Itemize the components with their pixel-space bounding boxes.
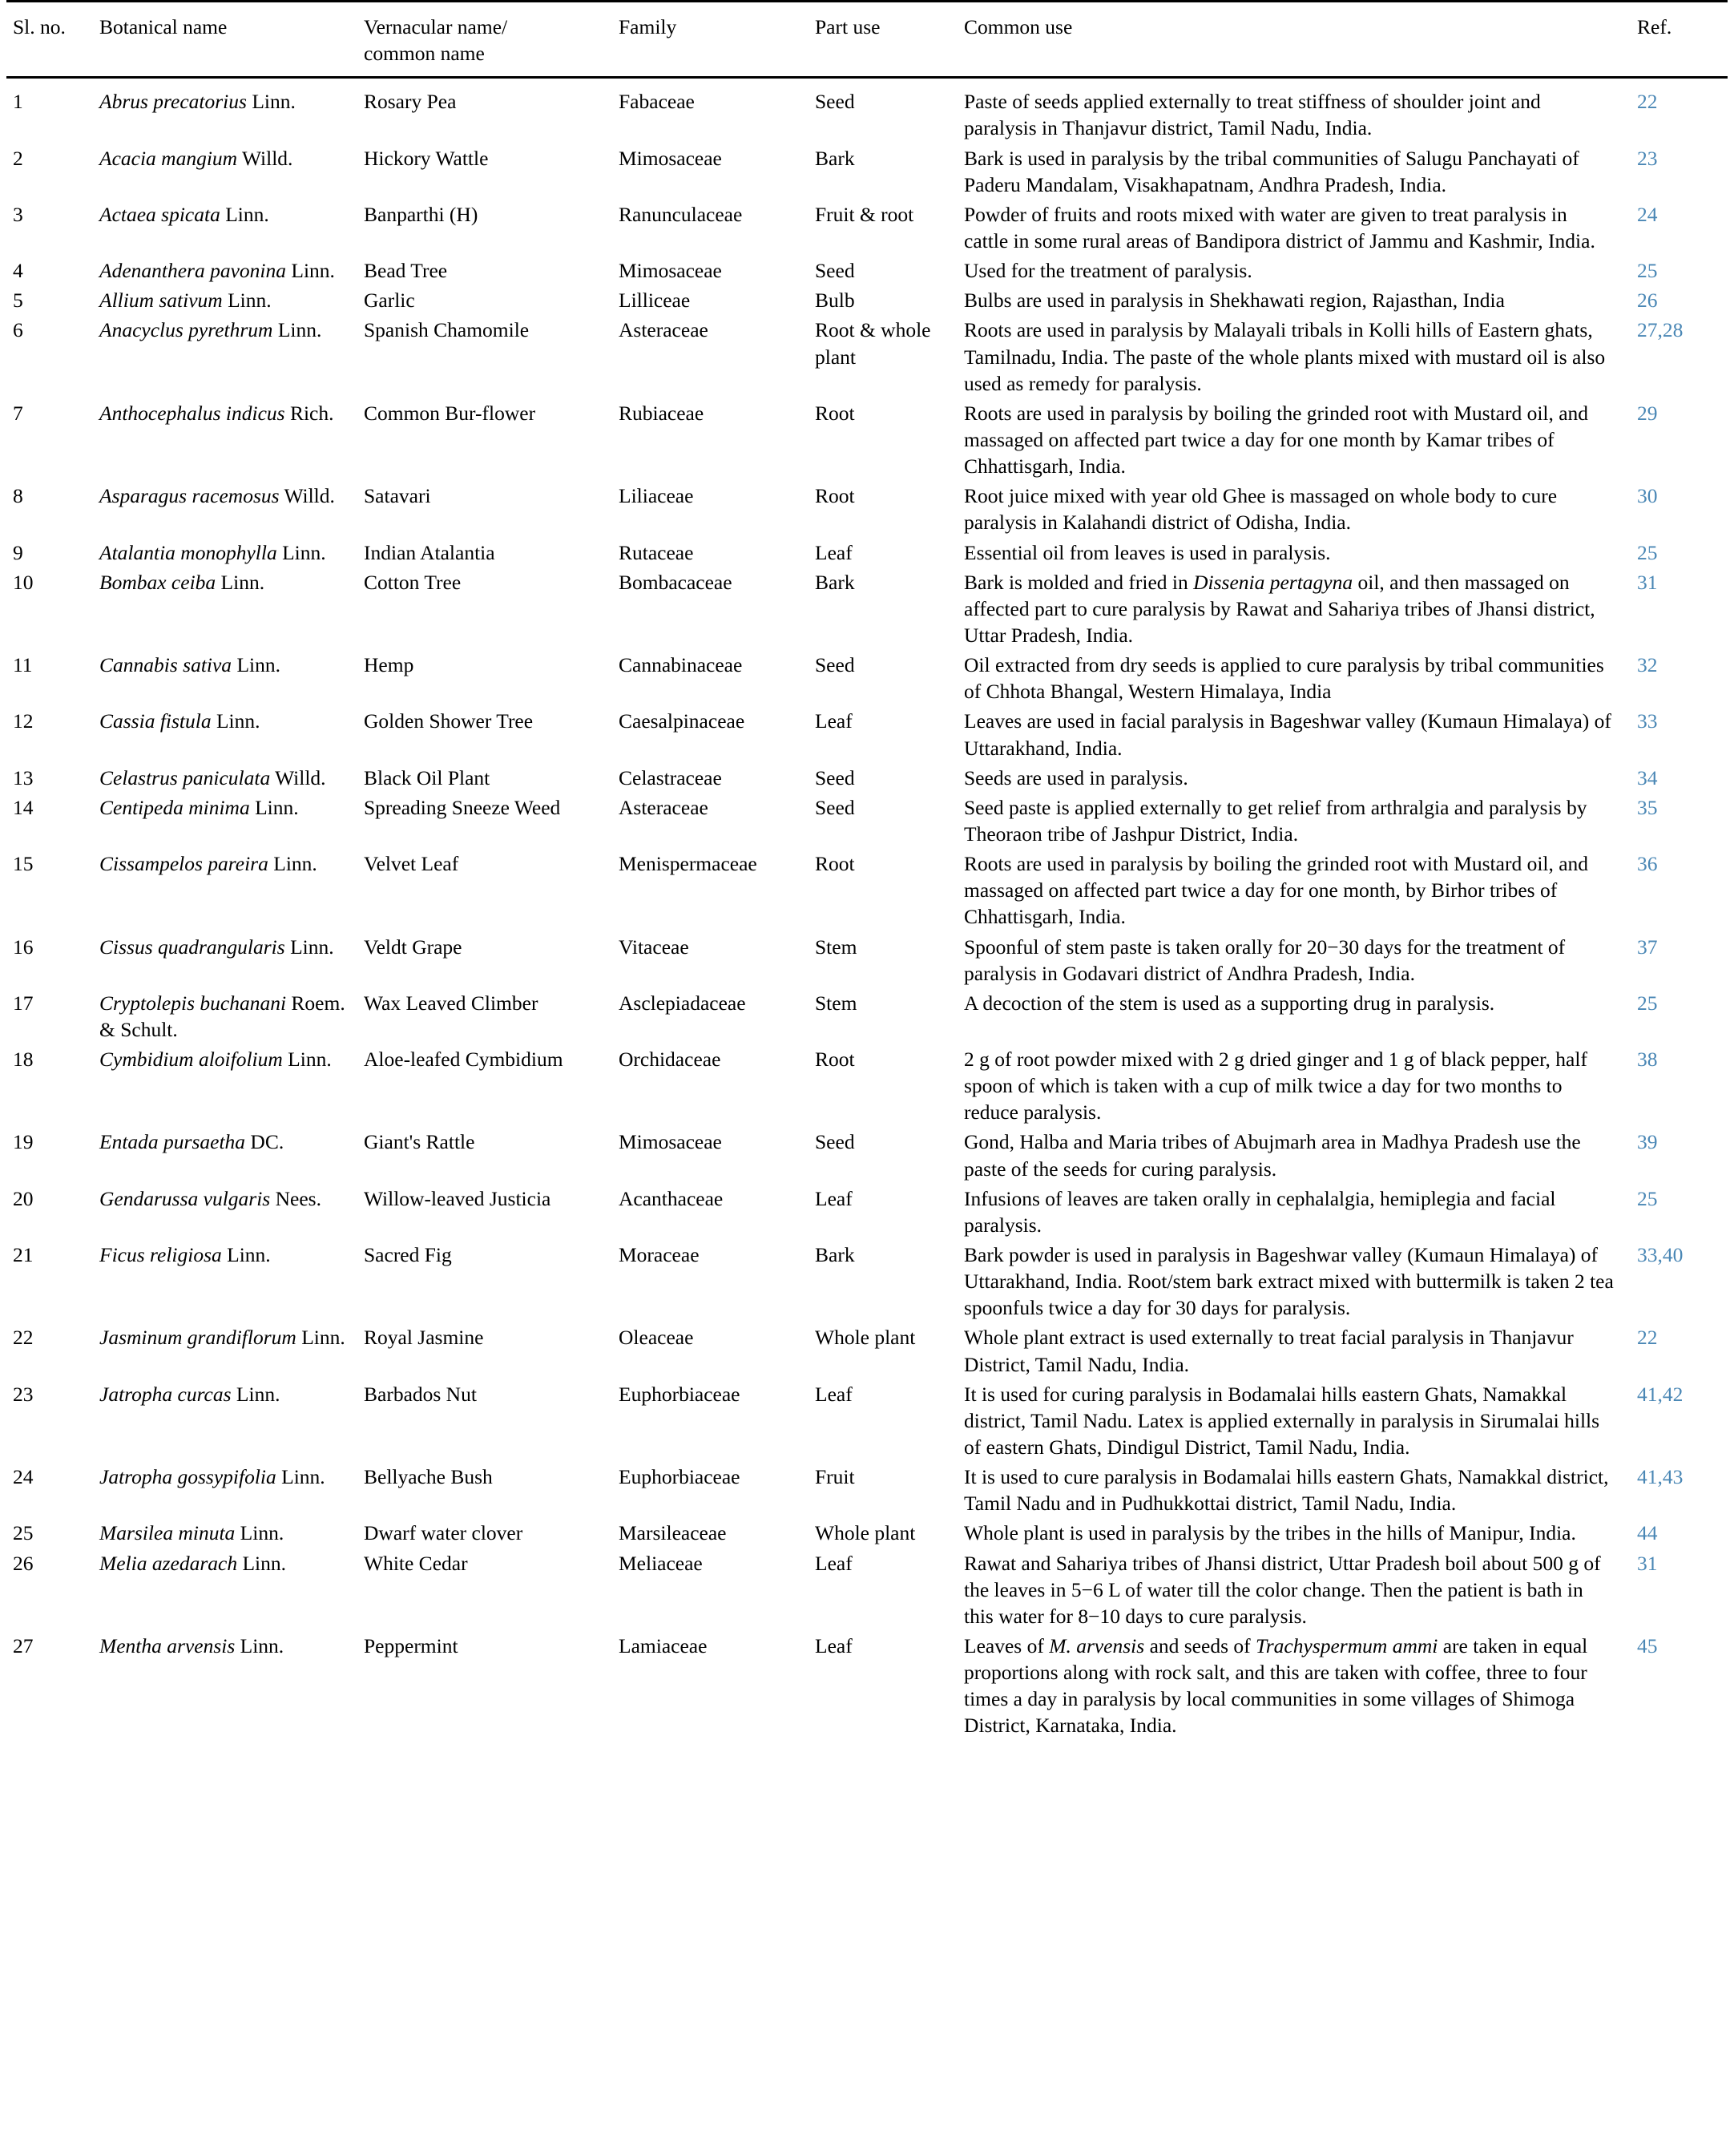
cell-vernacular-name: Golden Shower Tree bbox=[364, 709, 534, 733]
cell-part-use: Root bbox=[815, 1048, 855, 1072]
authority-name: Linn. bbox=[246, 90, 296, 114]
table-row bbox=[6, 201, 1728, 257]
table-row bbox=[6, 257, 1728, 287]
cell-reference: 36 bbox=[1637, 852, 1658, 876]
cell-part-use: Root & whole plant bbox=[815, 318, 931, 369]
cell-sl-no: 18 bbox=[13, 1048, 34, 1072]
cell-common-use: Root juice mixed with year old Ghee is massaged on whole body to cure paralysis in Kalahandi district of Odisha, India. bbox=[964, 484, 1558, 535]
cell-reference: 35 bbox=[1637, 795, 1658, 819]
cell-reference: 25 bbox=[1637, 991, 1658, 1015]
authority-name: Linn. bbox=[222, 289, 272, 313]
cell-family: Ranunculaceae bbox=[619, 202, 743, 226]
table-row bbox=[6, 400, 1728, 482]
cell-vernacular-name: Spanish Chamomile bbox=[364, 318, 530, 342]
cell-reference: 32 bbox=[1637, 653, 1658, 677]
cell-sl-no: 10 bbox=[13, 570, 34, 594]
cell-vernacular-name: Indian Atalantia bbox=[364, 540, 495, 564]
cell-botanical-name bbox=[99, 1464, 364, 1520]
cell-common-use: Roots are used in paralysis by boiling the grinded root with Mustard oil, and massaged on affected part twice a day for one month by Kamar tribes of Chhattisgarh, India. bbox=[964, 401, 1589, 478]
cell-family: Asclepiadaceae bbox=[619, 991, 746, 1015]
cell-part-use: Bark bbox=[815, 570, 855, 594]
column-header-vernacular-name bbox=[364, 2, 619, 78]
cell-vernacular-name: Rosary Pea bbox=[364, 90, 457, 114]
cell-family: Euphorbiaceae bbox=[619, 1382, 740, 1406]
table-row bbox=[6, 1520, 1728, 1549]
cell-vernacular-name: Black Oil Plant bbox=[364, 765, 490, 789]
cell-family: Cannabinaceae bbox=[619, 653, 743, 677]
cell-botanical-name bbox=[99, 934, 364, 990]
cell-family: Asteraceae bbox=[619, 795, 708, 819]
cell-reference: 33,40 bbox=[1637, 1243, 1684, 1267]
cell-reference: 37 bbox=[1637, 935, 1658, 959]
cell-part-use: Stem bbox=[815, 935, 857, 959]
table-row bbox=[6, 1128, 1728, 1185]
cell-reference: 25 bbox=[1637, 1186, 1658, 1210]
cell-botanical-name bbox=[99, 287, 364, 317]
authority-name: Willd. bbox=[279, 484, 335, 508]
column-header-family: Family bbox=[619, 2, 815, 78]
cell-botanical-name bbox=[99, 78, 364, 145]
cell-part-use: Seed bbox=[815, 653, 855, 677]
cell-vernacular-name: Wax Leaved Climber bbox=[364, 991, 538, 1015]
cell-vernacular-name: Dwarf water clover bbox=[364, 1521, 523, 1545]
species-epithet: Jatropha curcas bbox=[99, 1382, 232, 1406]
column-header-part-use: Part use bbox=[815, 2, 964, 78]
cell-part-use: Leaf bbox=[815, 540, 853, 564]
medicinal-plants-table bbox=[6, 0, 1728, 1742]
species-epithet: Cryptolepis buchanani bbox=[99, 991, 287, 1015]
authority-name: Linn. bbox=[235, 1521, 284, 1545]
species-epithet: Marsilea minuta bbox=[99, 1521, 236, 1545]
table-row bbox=[6, 317, 1728, 399]
cell-part-use: Root bbox=[815, 484, 855, 508]
cell-sl-no: 16 bbox=[13, 935, 34, 959]
table-row bbox=[6, 990, 1728, 1046]
column-header-common-use: Common use bbox=[964, 2, 1637, 78]
cell-botanical-name bbox=[99, 201, 364, 257]
inline-species-name: Dissenia pertagyna bbox=[1193, 570, 1353, 594]
cell-reference: 30 bbox=[1637, 484, 1658, 508]
authority-name: Linn. bbox=[235, 1634, 284, 1658]
cell-botanical-name bbox=[99, 317, 364, 399]
cell-common-use: Essential oil from leaves is used in paralysis. bbox=[964, 540, 1331, 564]
cell-family: Lilliceae bbox=[619, 289, 691, 313]
cell-sl-no: 26 bbox=[13, 1551, 34, 1575]
cell-part-use: Whole plant bbox=[815, 1521, 916, 1545]
cell-botanical-name bbox=[99, 482, 364, 539]
species-epithet: Anthocephalus indicus bbox=[99, 401, 285, 425]
cell-family: Fabaceae bbox=[619, 90, 695, 114]
cell-common-use: It is used to cure paralysis in Bodamalai hills eastern Ghats, Namakkal district, Tamil Nadu and in Pudhukkottai district, Tamil Nadu, India. bbox=[964, 1465, 1609, 1516]
cell-common-use: Used for the treatment of paralysis. bbox=[964, 259, 1252, 283]
cell-sl-no: 8 bbox=[13, 484, 23, 508]
table-row bbox=[6, 850, 1728, 933]
table-row bbox=[6, 652, 1728, 708]
species-epithet: Centipeda minima bbox=[99, 795, 250, 819]
cell-botanical-name bbox=[99, 145, 364, 201]
species-epithet: Ficus religiosa bbox=[99, 1243, 222, 1267]
cell-family: Rutaceae bbox=[619, 540, 694, 564]
cell-part-use: Whole plant bbox=[815, 1326, 916, 1350]
column-header-ref: Ref. bbox=[1637, 2, 1728, 78]
cell-part-use: Leaf bbox=[815, 1634, 853, 1658]
authority-name: Rich. bbox=[284, 401, 334, 425]
cell-sl-no: 9 bbox=[13, 540, 23, 564]
cell-common-use: Rawat and Sahariya tribes of Jhansi district, Uttar Pradesh boil about 500 g of the leaves in 5−6 L of water till the color change. Then the patient is bath in this water for 8−10 days to cure paralysis. bbox=[964, 1551, 1601, 1628]
cell-common-use: Gond, Halba and Maria tribes of Abujmarh area in Madhya Pradesh use the paste of the seeds for curing paralysis. bbox=[964, 1130, 1581, 1181]
cell-family: Meliaceae bbox=[619, 1551, 703, 1575]
authority-name: Linn. bbox=[296, 1326, 345, 1350]
cell-family: Bombacaceae bbox=[619, 570, 732, 594]
table-row bbox=[6, 1324, 1728, 1380]
authority-name: Linn. bbox=[276, 540, 326, 564]
cell-vernacular-name: Sacred Fig bbox=[364, 1243, 452, 1267]
cell-vernacular-name: Velvet Leaf bbox=[364, 852, 459, 876]
species-epithet: Melia azedarach bbox=[99, 1551, 238, 1575]
cell-vernacular-name: Satavari bbox=[364, 484, 431, 508]
species-epithet: Cissus quadrangularis bbox=[99, 935, 285, 959]
cell-reference: 39 bbox=[1637, 1130, 1658, 1154]
authority-name: Linn. bbox=[221, 1243, 271, 1267]
cell-part-use: Leaf bbox=[815, 709, 853, 733]
cell-common-use: Bark is used in paralysis by the tribal communities of Salugu Panchayati of Paderu Mandalam, Visakhapatnam, Andhra Pradesh, India. bbox=[964, 146, 1579, 196]
table-row bbox=[6, 1242, 1728, 1324]
cell-family: Marsileaceae bbox=[619, 1521, 727, 1545]
inline-species-name: M. arvensis bbox=[1049, 1634, 1145, 1658]
cell-sl-no: 23 bbox=[13, 1382, 34, 1406]
cell-family: Moraceae bbox=[619, 1243, 700, 1267]
cell-botanical-name bbox=[99, 1520, 364, 1549]
cell-botanical-name bbox=[99, 1633, 364, 1742]
table-row bbox=[6, 78, 1728, 145]
species-epithet: Asparagus racemosus bbox=[99, 484, 280, 508]
table-body bbox=[6, 78, 1728, 1742]
cell-sl-no: 4 bbox=[13, 259, 23, 283]
cell-reference: 22 bbox=[1637, 90, 1658, 114]
authority-name: Nees. bbox=[270, 1186, 321, 1210]
cell-reference: 31 bbox=[1637, 570, 1658, 594]
authority-name: Linn. bbox=[249, 795, 299, 819]
cell-sl-no: 14 bbox=[13, 795, 34, 819]
cell-vernacular-name: Bellyache Bush bbox=[364, 1465, 493, 1489]
cell-common-use: Seed paste is applied externally to get relief from arthralgia and paralysis by Theoraon tribe of Jashpur District, India. bbox=[964, 795, 1587, 846]
column-header-sl-no: Sl. no. bbox=[6, 2, 99, 78]
cell-vernacular-name: Aloe-leafed Cymbidium bbox=[364, 1048, 563, 1072]
table-header-row bbox=[6, 2, 1728, 78]
cell-botanical-name bbox=[99, 708, 364, 764]
cell-family: Lamiaceae bbox=[619, 1634, 708, 1658]
species-epithet: Entada pursaetha bbox=[99, 1130, 246, 1154]
cell-botanical-name bbox=[99, 400, 364, 482]
cell-reference: 34 bbox=[1637, 765, 1658, 789]
cell-vernacular-name: Hemp bbox=[364, 653, 414, 677]
cell-sl-no: 5 bbox=[13, 289, 23, 313]
cell-sl-no: 11 bbox=[13, 653, 33, 677]
table-row bbox=[6, 287, 1728, 317]
cell-sl-no: 22 bbox=[13, 1326, 34, 1350]
cell-common-use: Whole plant is used in paralysis by the tribes in the hills of Manipur, India. bbox=[964, 1521, 1576, 1545]
cell-common-use: Bark powder is used in paralysis in Bageshwar valley (Kumaun Himalaya) of Uttarakhand, India. Root/stem bark extract mixed with buttermilk is taken 2 tea spoonfuls twice a day for 30 days for paralysis. bbox=[964, 1243, 1614, 1320]
species-epithet: Cassia fistula bbox=[99, 709, 212, 733]
cell-sl-no: 20 bbox=[13, 1186, 34, 1210]
authority-name: Linn. bbox=[220, 202, 269, 226]
column-header-botanical-name: Botanical name bbox=[99, 2, 364, 78]
cell-common-use: 2 g of root powder mixed with 2 g dried ginger and 1 g of black pepper, half spoon of which is taken with a cup of milk twice a day for two months to reduce paralysis. bbox=[964, 1048, 1587, 1124]
authority-name: Linn. bbox=[216, 570, 265, 594]
cell-vernacular-name: Peppermint bbox=[364, 1634, 458, 1658]
cell-part-use: Seed bbox=[815, 90, 855, 114]
cell-botanical-name bbox=[99, 794, 364, 850]
table-row bbox=[6, 1046, 1728, 1128]
table-row bbox=[6, 708, 1728, 764]
cell-reference: 41,43 bbox=[1637, 1465, 1684, 1489]
species-epithet: Cissampelos pareira bbox=[99, 852, 268, 876]
cell-reference: 44 bbox=[1637, 1521, 1658, 1545]
cell-family: Celastraceae bbox=[619, 765, 722, 789]
cell-part-use: Seed bbox=[815, 259, 855, 283]
cell-sl-no: 19 bbox=[13, 1130, 34, 1154]
vernacular-header-line2: common name bbox=[364, 42, 485, 66]
cell-reference: 33 bbox=[1637, 709, 1658, 733]
vernacular-header-line1: Vernacular name/ bbox=[364, 15, 508, 38]
cell-sl-no: 1 bbox=[13, 90, 23, 114]
table-row bbox=[6, 1381, 1728, 1464]
authority-name: Linn. bbox=[284, 935, 334, 959]
cell-sl-no: 7 bbox=[13, 401, 23, 425]
cell-vernacular-name: Banparthi (H) bbox=[364, 202, 478, 226]
cell-part-use: Root bbox=[815, 852, 855, 876]
cell-vernacular-name: Cotton Tree bbox=[364, 570, 462, 594]
cell-reference: 23 bbox=[1637, 146, 1658, 170]
authority-name: Willd. bbox=[237, 146, 293, 170]
species-epithet: Cannabis sativa bbox=[99, 653, 232, 677]
authority-name: Linn. bbox=[237, 1551, 287, 1575]
cell-vernacular-name: Bead Tree bbox=[364, 259, 448, 283]
cell-common-use: Bulbs are used in paralysis in Shekhawati region, Rajasthan, India bbox=[964, 289, 1505, 313]
cell-common-use: Spoonful of stem paste is taken orally for 20−30 days for the treatment of paralysis in Godavari district of Andhra Pradesh, India. bbox=[964, 935, 1566, 985]
species-epithet: Bombax ceiba bbox=[99, 570, 216, 594]
cell-vernacular-name: Common Bur-flower bbox=[364, 401, 536, 425]
cell-common-use: Bark is molded and fried in Dissenia pertagyna oil, and then massaged on affected part to cure paralysis by Rawat and Sahariya tribes of Jhansi district, Uttar Pradesh, India. bbox=[964, 570, 1595, 647]
cell-botanical-name bbox=[99, 990, 364, 1046]
authority-name: Linn. bbox=[282, 1048, 332, 1072]
table-row bbox=[6, 934, 1728, 990]
species-epithet: Jatropha gossypifolia bbox=[99, 1465, 276, 1489]
table-row bbox=[6, 1633, 1728, 1742]
table-row bbox=[6, 1185, 1728, 1242]
cell-reference: 41,42 bbox=[1637, 1382, 1684, 1406]
species-epithet: Celastrus paniculata bbox=[99, 765, 271, 789]
cell-botanical-name bbox=[99, 257, 364, 287]
cell-part-use: Root bbox=[815, 401, 855, 425]
cell-common-use: Paste of seeds applied externally to treat stiffness of shoulder joint and paralysis in Thanjavur district, Tamil Nadu, India. bbox=[964, 90, 1541, 140]
cell-common-use: Whole plant extract is used externally to treat facial paralysis in Thanjavur District, Tamil Nadu, India. bbox=[964, 1326, 1574, 1376]
authority-name: Linn. bbox=[276, 1465, 325, 1489]
cell-family: Liliaceae bbox=[619, 484, 694, 508]
species-epithet: Cymbidium aloifolium bbox=[99, 1048, 283, 1072]
cell-part-use: Bulb bbox=[815, 289, 855, 313]
cell-vernacular-name: Barbados Nut bbox=[364, 1382, 477, 1406]
cell-sl-no: 21 bbox=[13, 1243, 34, 1267]
cell-part-use: Leaf bbox=[815, 1382, 853, 1406]
cell-botanical-name bbox=[99, 1550, 364, 1633]
cell-botanical-name bbox=[99, 1242, 364, 1324]
table-row bbox=[6, 145, 1728, 201]
cell-botanical-name bbox=[99, 569, 364, 652]
table-row bbox=[6, 765, 1728, 794]
cell-botanical-name bbox=[99, 765, 364, 794]
cell-family: Orchidaceae bbox=[619, 1048, 721, 1072]
cell-sl-no: 6 bbox=[13, 318, 23, 342]
cell-vernacular-name: Veldt Grape bbox=[364, 935, 462, 959]
cell-sl-no: 12 bbox=[13, 709, 34, 733]
cell-botanical-name bbox=[99, 850, 364, 933]
cell-sl-no: 2 bbox=[13, 146, 23, 170]
cell-sl-no: 17 bbox=[13, 991, 34, 1015]
cell-family: Oleaceae bbox=[619, 1326, 694, 1350]
cell-reference: 29 bbox=[1637, 401, 1658, 425]
cell-common-use: Seeds are used in paralysis. bbox=[964, 765, 1188, 789]
cell-reference: 22 bbox=[1637, 1326, 1658, 1350]
cell-common-use: Infusions of leaves are taken orally in cephalalgia, hemiplegia and facial paralysis. bbox=[964, 1186, 1556, 1237]
cell-sl-no: 25 bbox=[13, 1521, 34, 1545]
cell-vernacular-name: White Cedar bbox=[364, 1551, 468, 1575]
species-epithet: Acacia mangium bbox=[99, 146, 238, 170]
cell-part-use: Seed bbox=[815, 795, 855, 819]
cell-common-use: Leaves of M. arvensis and seeds of Trachyspermum ammi are taken in equal proportions along with rock salt, and this are taken with coffee, three to four times a day in paralysis by local communities in some villages of Shimoga District, Karnataka, India. bbox=[964, 1634, 1588, 1738]
species-epithet: Anacyclus pyrethrum bbox=[99, 318, 273, 342]
cell-common-use: Leaves are used in facial paralysis in Bageshwar valley (Kumaun Himalaya) of Uttarakhand, India. bbox=[964, 709, 1611, 760]
cell-botanical-name bbox=[99, 1185, 364, 1242]
cell-vernacular-name: Spreading Sneeze Weed bbox=[364, 795, 561, 819]
species-epithet: Gendarussa vulgaris bbox=[99, 1186, 271, 1210]
cell-common-use: Powder of fruits and roots mixed with water are given to treat paralysis in cattle in some rural areas of Bandipora district of Jammu and Kashmir, India. bbox=[964, 202, 1595, 252]
authority-name: DC. bbox=[245, 1130, 284, 1154]
authority-name: Linn. bbox=[272, 318, 322, 342]
cell-part-use: Leaf bbox=[815, 1186, 853, 1210]
authority-name: Linn. bbox=[231, 1382, 280, 1406]
cell-part-use: Fruit & root bbox=[815, 202, 914, 226]
cell-botanical-name bbox=[99, 652, 364, 708]
cell-reference: 24 bbox=[1637, 202, 1658, 226]
authority-name: Roem. & Schult. bbox=[99, 991, 345, 1041]
cell-family: Caesalpinaceae bbox=[619, 709, 745, 733]
cell-part-use: Seed bbox=[815, 765, 855, 789]
authority-name: Willd. bbox=[270, 765, 326, 789]
authority-name: Linn. bbox=[211, 709, 260, 733]
cell-sl-no: 15 bbox=[13, 852, 34, 876]
cell-botanical-name bbox=[99, 1381, 364, 1464]
cell-reference: 38 bbox=[1637, 1048, 1658, 1072]
authority-name: Linn. bbox=[268, 852, 317, 876]
cell-botanical-name bbox=[99, 1046, 364, 1128]
cell-part-use: Stem bbox=[815, 991, 857, 1015]
table-row bbox=[6, 569, 1728, 652]
cell-reference: 27,28 bbox=[1637, 318, 1684, 342]
cell-part-use: Bark bbox=[815, 146, 855, 170]
authority-name: Linn. bbox=[286, 259, 335, 283]
cell-vernacular-name: Giant's Rattle bbox=[364, 1130, 475, 1154]
cell-family: Vitaceae bbox=[619, 935, 689, 959]
cell-family: Rubiaceae bbox=[619, 401, 704, 425]
page-footer-spacer bbox=[6, 1742, 1728, 1763]
species-epithet: Atalantia monophylla bbox=[99, 540, 277, 564]
species-epithet: Jasminum grandiflorum bbox=[99, 1326, 296, 1350]
cell-vernacular-name: Garlic bbox=[364, 289, 415, 313]
cell-part-use: Seed bbox=[815, 1130, 855, 1154]
cell-vernacular-name: Royal Jasmine bbox=[364, 1326, 484, 1350]
table-row bbox=[6, 482, 1728, 539]
cell-common-use: Roots are used in paralysis by Malayali tribals in Kolli hills of Eastern ghats, Tamilnadu, India. The paste of the whole plants mixed with mustard oil is also used as remedy for paralysis. bbox=[964, 318, 1606, 395]
cell-family: Euphorbiaceae bbox=[619, 1465, 740, 1489]
cell-family: Menispermaceae bbox=[619, 852, 757, 876]
cell-common-use: It is used for curing paralysis in Bodamalai hills eastern Ghats, Namakkal district, Tamil Nadu. Latex is applied externally in paralysis in Sirumalai hills of eastern Ghats, Dindigul District, Tamil Nadu, India. bbox=[964, 1382, 1600, 1460]
cell-sl-no: 13 bbox=[13, 765, 34, 789]
cell-family: Acanthaceae bbox=[619, 1186, 724, 1210]
cell-sl-no: 3 bbox=[13, 202, 23, 226]
cell-botanical-name bbox=[99, 1128, 364, 1185]
cell-reference: 26 bbox=[1637, 289, 1658, 313]
cell-sl-no: 27 bbox=[13, 1634, 34, 1658]
cell-botanical-name bbox=[99, 1324, 364, 1380]
cell-reference: 31 bbox=[1637, 1551, 1658, 1575]
species-epithet: Abrus precatorius bbox=[99, 90, 247, 114]
cell-common-use: Oil extracted from dry seeds is applied to cure paralysis by tribal communities of Chhota Bhangal, Western Himalaya, India bbox=[964, 653, 1604, 704]
cell-part-use: Leaf bbox=[815, 1551, 853, 1575]
table-row bbox=[6, 1464, 1728, 1520]
cell-part-use: Fruit bbox=[815, 1465, 855, 1489]
species-epithet: Actaea spicata bbox=[99, 202, 220, 226]
species-epithet: Mentha arvensis bbox=[99, 1634, 236, 1658]
authority-name: Linn. bbox=[232, 653, 280, 677]
cell-vernacular-name: Willow-leaved Justicia bbox=[364, 1186, 551, 1210]
cell-family: Mimosaceae bbox=[619, 146, 722, 170]
table-row bbox=[6, 794, 1728, 850]
inline-species-name: Trachyspermum ammi bbox=[1255, 1634, 1438, 1658]
cell-reference: 45 bbox=[1637, 1634, 1658, 1658]
cell-family: Asteraceae bbox=[619, 318, 708, 342]
cell-vernacular-name: Hickory Wattle bbox=[364, 146, 489, 170]
species-epithet: Allium sativum bbox=[99, 289, 223, 313]
cell-family: Mimosaceae bbox=[619, 259, 722, 283]
cell-family: Mimosaceae bbox=[619, 1130, 722, 1154]
cell-botanical-name bbox=[99, 539, 364, 569]
cell-reference: 25 bbox=[1637, 540, 1658, 564]
cell-sl-no: 24 bbox=[13, 1465, 34, 1489]
table-row bbox=[6, 539, 1728, 569]
cell-common-use: Roots are used in paralysis by boiling the grinded root with Mustard oil, and massaged on affected part twice a day for one month, by Birhor tribes of Chhattisgarh, India. bbox=[964, 852, 1589, 929]
cell-reference: 25 bbox=[1637, 259, 1658, 283]
species-epithet: Adenanthera pavonina bbox=[99, 259, 286, 283]
cell-common-use: A decoction of the stem is used as a supporting drug in paralysis. bbox=[964, 991, 1495, 1015]
table-row bbox=[6, 1550, 1728, 1633]
cell-part-use: Bark bbox=[815, 1243, 855, 1267]
table-header bbox=[6, 2, 1728, 78]
